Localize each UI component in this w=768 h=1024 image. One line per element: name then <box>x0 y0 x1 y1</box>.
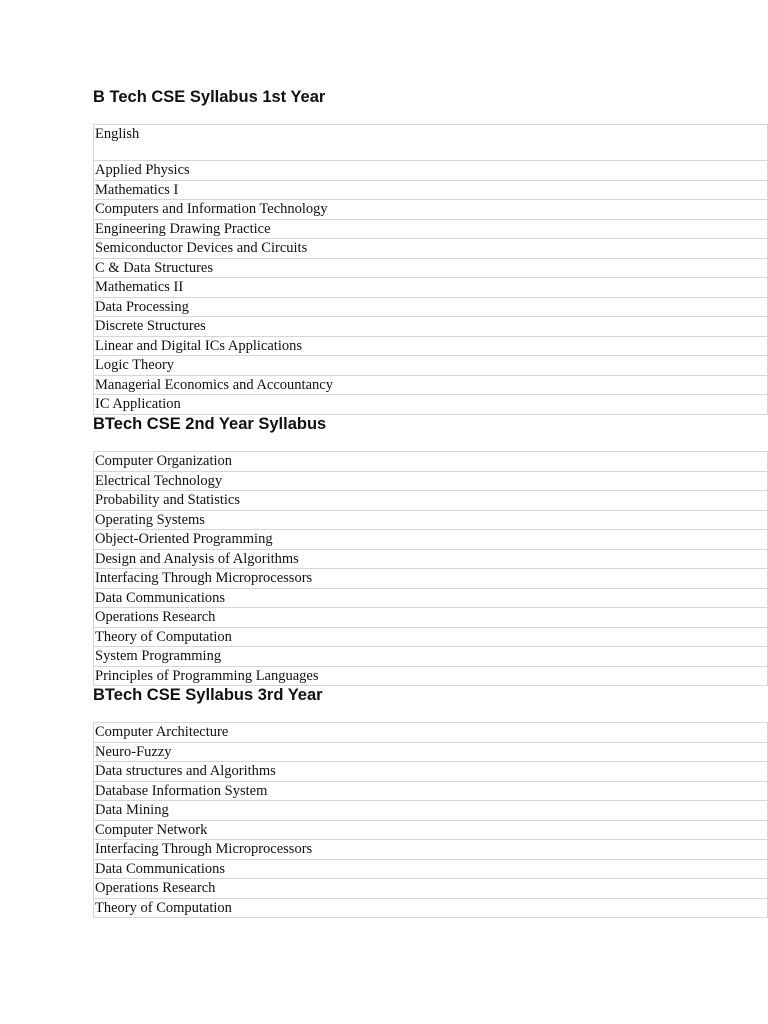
table-row <box>94 471 768 491</box>
table-row <box>94 762 768 782</box>
subject-cell: Operating Systems <box>94 510 768 530</box>
subject-cell: Theory of Computation <box>94 898 768 918</box>
table-row <box>94 781 768 801</box>
subject-cell: Computer Network <box>94 820 768 840</box>
subject-cell: Interfacing Through Microprocessors <box>94 569 768 589</box>
subject-table-1st-year <box>93 124 768 415</box>
table-row <box>94 879 768 899</box>
subject-cell: Data Mining <box>94 801 768 821</box>
subject-cell: Database Information System <box>94 781 768 801</box>
table-row <box>94 375 768 395</box>
subject-cell: Operations Research <box>94 879 768 899</box>
subject-cell: C & Data Structures <box>94 258 768 278</box>
table-row <box>94 125 768 161</box>
subject-cell: Mathematics I <box>94 180 768 200</box>
table-row <box>94 395 768 415</box>
table-row <box>94 666 768 686</box>
table-row <box>94 278 768 298</box>
table-row <box>94 452 768 472</box>
table-row <box>94 161 768 181</box>
table-row <box>94 588 768 608</box>
subject-cell: Computers and Information Technology <box>94 200 768 220</box>
table-row <box>94 801 768 821</box>
subject-cell: Design and Analysis of Algorithms <box>94 549 768 569</box>
subject-cell: Discrete Structures <box>94 317 768 337</box>
table-row <box>94 219 768 239</box>
section-heading-2nd-year: BTech CSE 2nd Year Syllabus <box>93 415 327 433</box>
table-row <box>94 239 768 259</box>
table-row <box>94 258 768 278</box>
subject-cell: Managerial Economics and Accountancy <box>94 375 768 395</box>
subject-table-3rd-year <box>93 722 768 918</box>
table-row <box>94 510 768 530</box>
subject-cell: IC Application <box>94 395 768 415</box>
subject-cell: Linear and Digital ICs Applications <box>94 336 768 356</box>
subject-cell: System Programming <box>94 647 768 667</box>
table-row <box>94 569 768 589</box>
subject-cell: English <box>94 125 768 161</box>
table-row <box>94 742 768 762</box>
table-row <box>94 820 768 840</box>
subject-cell: Principles of Programming Languages <box>94 666 768 686</box>
table-row <box>94 859 768 879</box>
subject-cell: Computer Architecture <box>94 723 768 743</box>
subject-cell: Applied Physics <box>94 161 768 181</box>
subject-table-2nd-year <box>93 451 768 686</box>
subject-cell: Mathematics II <box>94 278 768 298</box>
subject-cell: Logic Theory <box>94 356 768 376</box>
subject-cell: Data Communications <box>94 588 768 608</box>
section-heading-1st-year: B Tech CSE Syllabus 1st Year <box>93 88 326 106</box>
subject-cell: Computer Organization <box>94 452 768 472</box>
subject-cell: Object-Oriented Programming <box>94 530 768 550</box>
table-row <box>94 200 768 220</box>
subject-cell: Data Communications <box>94 859 768 879</box>
subject-cell: Electrical Technology <box>94 471 768 491</box>
table-row <box>94 356 768 376</box>
table-row <box>94 317 768 337</box>
section-heading-3rd-year: BTech CSE Syllabus 3rd Year <box>93 686 323 704</box>
table-row <box>94 530 768 550</box>
table-row <box>94 898 768 918</box>
table-row <box>94 491 768 511</box>
table-row <box>94 549 768 569</box>
subject-cell: Neuro-Fuzzy <box>94 742 768 762</box>
subject-cell: Data structures and Algorithms <box>94 762 768 782</box>
subject-cell: Data Processing <box>94 297 768 317</box>
table-row <box>94 627 768 647</box>
table-row <box>94 336 768 356</box>
table-row <box>94 723 768 743</box>
table-row <box>94 608 768 628</box>
subject-cell: Interfacing Through Microprocessors <box>94 840 768 860</box>
subject-cell: Theory of Computation <box>94 627 768 647</box>
table-row <box>94 647 768 667</box>
table-row <box>94 297 768 317</box>
subject-cell: Operations Research <box>94 608 768 628</box>
subject-cell: Semiconductor Devices and Circuits <box>94 239 768 259</box>
subject-cell: Engineering Drawing Practice <box>94 219 768 239</box>
subject-cell: Probability and Statistics <box>94 491 768 511</box>
table-row <box>94 180 768 200</box>
table-row <box>94 840 768 860</box>
